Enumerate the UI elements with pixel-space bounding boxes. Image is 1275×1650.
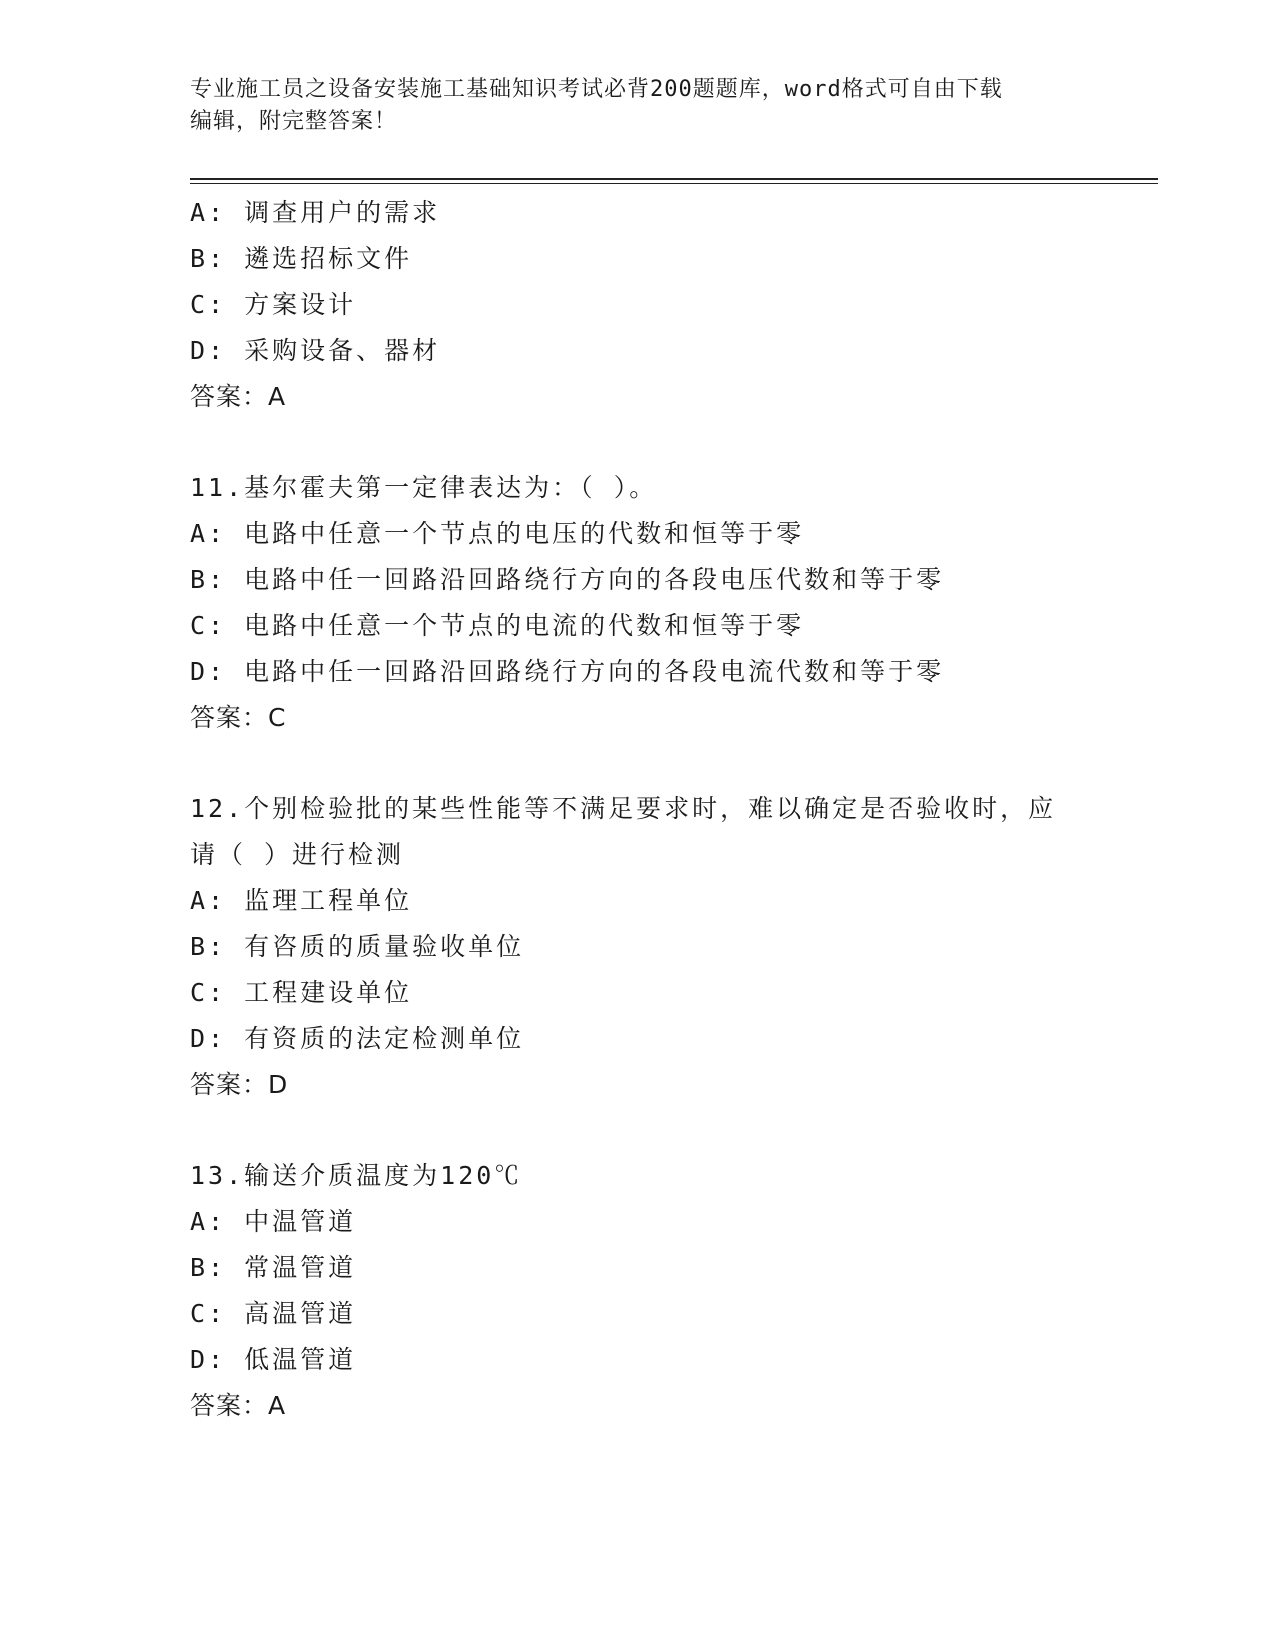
option-a: A: 电路中任意一个节点的电压的代数和恒等于零	[190, 519, 805, 548]
question-11	[190, 465, 1160, 741]
answer: 答案：A	[190, 1391, 287, 1420]
answer: 答案：C	[190, 703, 287, 732]
option-b: B: 电路中任一回路沿回路绕行方向的各段电压代数和等于零	[190, 565, 945, 594]
option-d: D: 电路中任一回路沿回路绕行方向的各段电流代数和等于零	[190, 657, 945, 686]
option-c: C: 工程建设单位	[190, 978, 413, 1007]
answer: 答案：A	[190, 382, 287, 411]
spacer	[190, 1108, 1160, 1153]
question-12	[190, 786, 1160, 1108]
question-10	[190, 190, 1160, 420]
spacer	[190, 420, 1160, 465]
option-d: D: 有资质的法定检测单位	[190, 1024, 525, 1053]
document-header	[190, 74, 1090, 138]
question-title: 12.个别检验批的某些性能等不满足要求时，难以确定是否验收时，应	[190, 794, 1057, 823]
option-c: C: 电路中任意一个节点的电流的代数和恒等于零	[190, 611, 805, 640]
option-d: D: 低温管道	[190, 1345, 357, 1374]
header-line-1: 专业施工员之设备安装施工基础知识考试必背200题题库，word格式可自由下载	[190, 77, 1003, 102]
option-b: B: 有咨质的质量验收单位	[190, 932, 525, 961]
answer: 答案：D	[190, 1070, 289, 1099]
option-a: A: 监理工程单位	[190, 886, 413, 915]
header-line-2: 编辑，附完整答案！	[190, 109, 398, 134]
option-b: B: 常温管道	[190, 1253, 357, 1282]
question-title: 11.基尔霍夫第一定律表达为：（ ）。	[190, 473, 658, 502]
option-a: A: 调查用户的需求	[190, 198, 441, 227]
option-c: C: 方案设计	[190, 290, 357, 319]
option-d: D: 采购设备、器材	[190, 336, 441, 365]
header-rule-thin	[190, 183, 1158, 184]
question-title-continued: 请（ ）进行检测	[190, 840, 405, 869]
question-list	[190, 190, 1160, 1429]
question-title: 13.输送介质温度为120℃	[190, 1161, 523, 1190]
option-a: A: 中温管道	[190, 1207, 357, 1236]
option-c: C: 高温管道	[190, 1299, 357, 1328]
option-b: B: 遴选招标文件	[190, 244, 413, 273]
spacer	[190, 741, 1160, 786]
question-13	[190, 1153, 1160, 1429]
header-rule-thick	[190, 178, 1158, 180]
